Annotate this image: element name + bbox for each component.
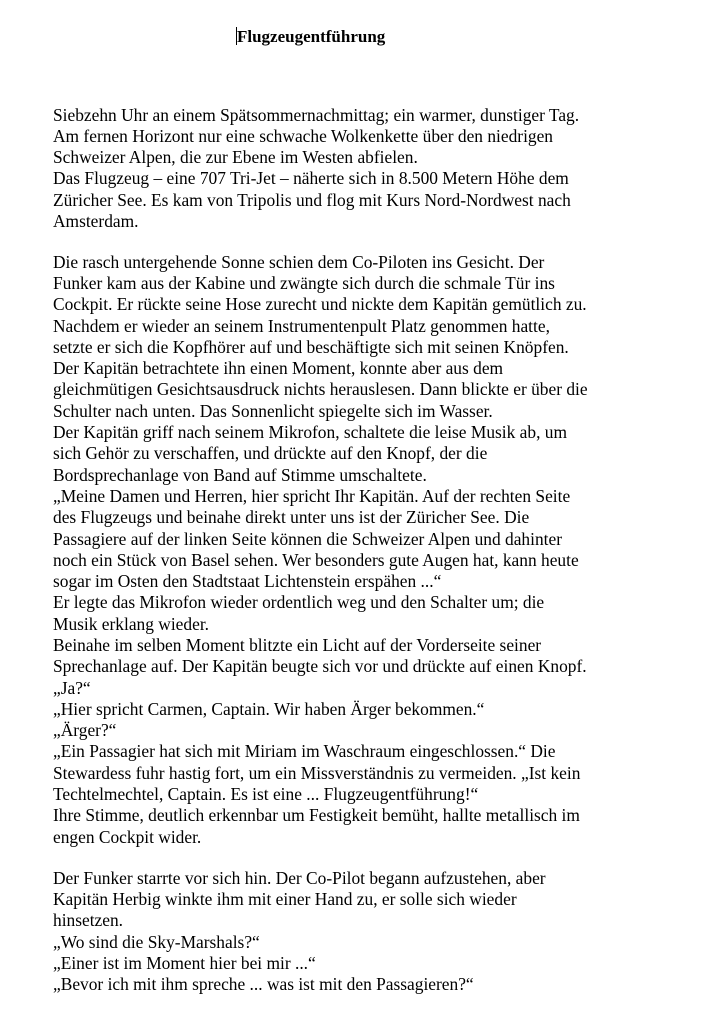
text-line: Musik erklang wieder. [53, 614, 209, 634]
text-line: „Hier spricht Carmen, Captain. Wir haben Ärger bekommen.“ [53, 699, 485, 719]
text-line: Siebzehn Uhr an einem Spätsommernachmittag; ein warmer, dunstiger Tag. [53, 105, 580, 125]
text-line: Nachdem er wieder an seinem Instrumentenpult Platz genommen hatte, [53, 316, 550, 336]
text-line: setzte er sich die Kopfhörer auf und beschäftigte sich mit seinen Knöpfen. [53, 337, 569, 357]
text-line: „Bevor ich mit ihm spreche ... was ist mit den Passagieren?“ [53, 974, 474, 994]
document-title [236, 26, 385, 48]
text-line: Züricher See. Es kam von Tripolis und flog mit Kurs Nord-Nordwest nach [53, 190, 571, 210]
text-line: sogar im Osten den Stadtstaat Lichtenstein erspähen ...“ [53, 571, 442, 591]
text-line: Amsterdam. [53, 211, 139, 231]
text-line: Schulter nach unten. Das Sonnenlicht spiegelte sich im Wasser. [53, 401, 493, 421]
text-line: Schweizer Alpen, die zur Ebene im Westen abfielen. [53, 147, 418, 167]
text-line: Der Kapitän betrachtete ihn einen Moment, konnte aber aus dem [53, 358, 504, 378]
text-line: Beinahe im selben Moment blitzte ein Licht auf der Vorderseite seiner [53, 635, 542, 655]
text-line: noch ein Stück von Basel sehen. Wer besonders gute Augen hat, kann heute [53, 550, 579, 570]
text-line: „Einer ist im Moment hier bei mir ...“ [53, 953, 316, 973]
text-line: „Ärger?“ [53, 720, 117, 740]
text-line: sich Gehör zu verschaffen, und drückte auf den Knopf, der die [53, 443, 488, 463]
text-line: „Ein Passagier hat sich mit Miriam im Waschraum eingeschlossen.“ Die [53, 741, 556, 761]
text-line: gleichmütigen Gesichtsausdruck nichts herauslesen. Dann blickte er über die [53, 379, 588, 399]
text-line: engen Cockpit wider. [53, 827, 202, 847]
text-line: Am fernen Horizont nur eine schwache Wolkenkette über den niedrigen [53, 126, 554, 146]
text-line: des Flugzeugs und beinahe direkt unter uns ist der Züricher See. Die [53, 507, 530, 527]
text-line: Sprechanlage auf. Der Kapitän beugte sich vor und drückte auf einen Knopf. [53, 656, 587, 676]
text-line: Die rasch untergehende Sonne schien dem Co-Piloten ins Gesicht. Der [53, 252, 545, 272]
text-line: „Ja?“ [53, 678, 91, 698]
text-line: Cockpit. Er rückte seine Hose zurecht und nickte dem Kapitän gemütlich zu. [53, 294, 587, 314]
text-line: Stewardess fuhr hastig fort, um ein Missverständnis zu vermeiden. „Ist kein [53, 763, 581, 783]
text-line: hinsetzen. [53, 910, 124, 930]
text-line: „Meine Damen und Herren, hier spricht Ihr Kapitän. Auf der rechten Seite [53, 486, 571, 506]
text-line: „Wo sind die Sky-Marshals?“ [53, 932, 260, 952]
text-line: Techtelmechtel, Captain. Es ist eine ... Flugzeugentführung!“ [53, 784, 479, 804]
text-line: Funker kam aus der Kabine und zwängte sich durch die schmale Tür ins [53, 273, 555, 293]
text-line: Das Flugzeug – eine 707 Tri-Jet – näherte sich in 8.500 Metern Höhe dem [53, 168, 569, 188]
text-line: Bordsprechanlage von Band auf Stimme umschaltete. [53, 465, 427, 485]
document-title-text: Flugzeugentführung [237, 27, 386, 46]
text-line: Kapitän Herbig winkte ihm mit einer Hand zu, er solle sich wieder [53, 889, 517, 909]
text-line: Ihre Stimme, deutlich erkennbar um Festigkeit bemüht, hallte metallisch im [53, 805, 580, 825]
text-line: Er legte das Mikrofon wieder ordentlich weg und den Schalter um; die [53, 592, 545, 612]
text-line: Passagiere auf der linken Seite können die Schweizer Alpen und dahinter [53, 529, 562, 549]
text-line: Der Funker starrte vor sich hin. Der Co-Pilot begann aufzustehen, aber [53, 868, 546, 888]
text-line: Der Kapitän griff nach seinem Mikrofon, schaltete die leise Musik ab, um [53, 422, 568, 442]
